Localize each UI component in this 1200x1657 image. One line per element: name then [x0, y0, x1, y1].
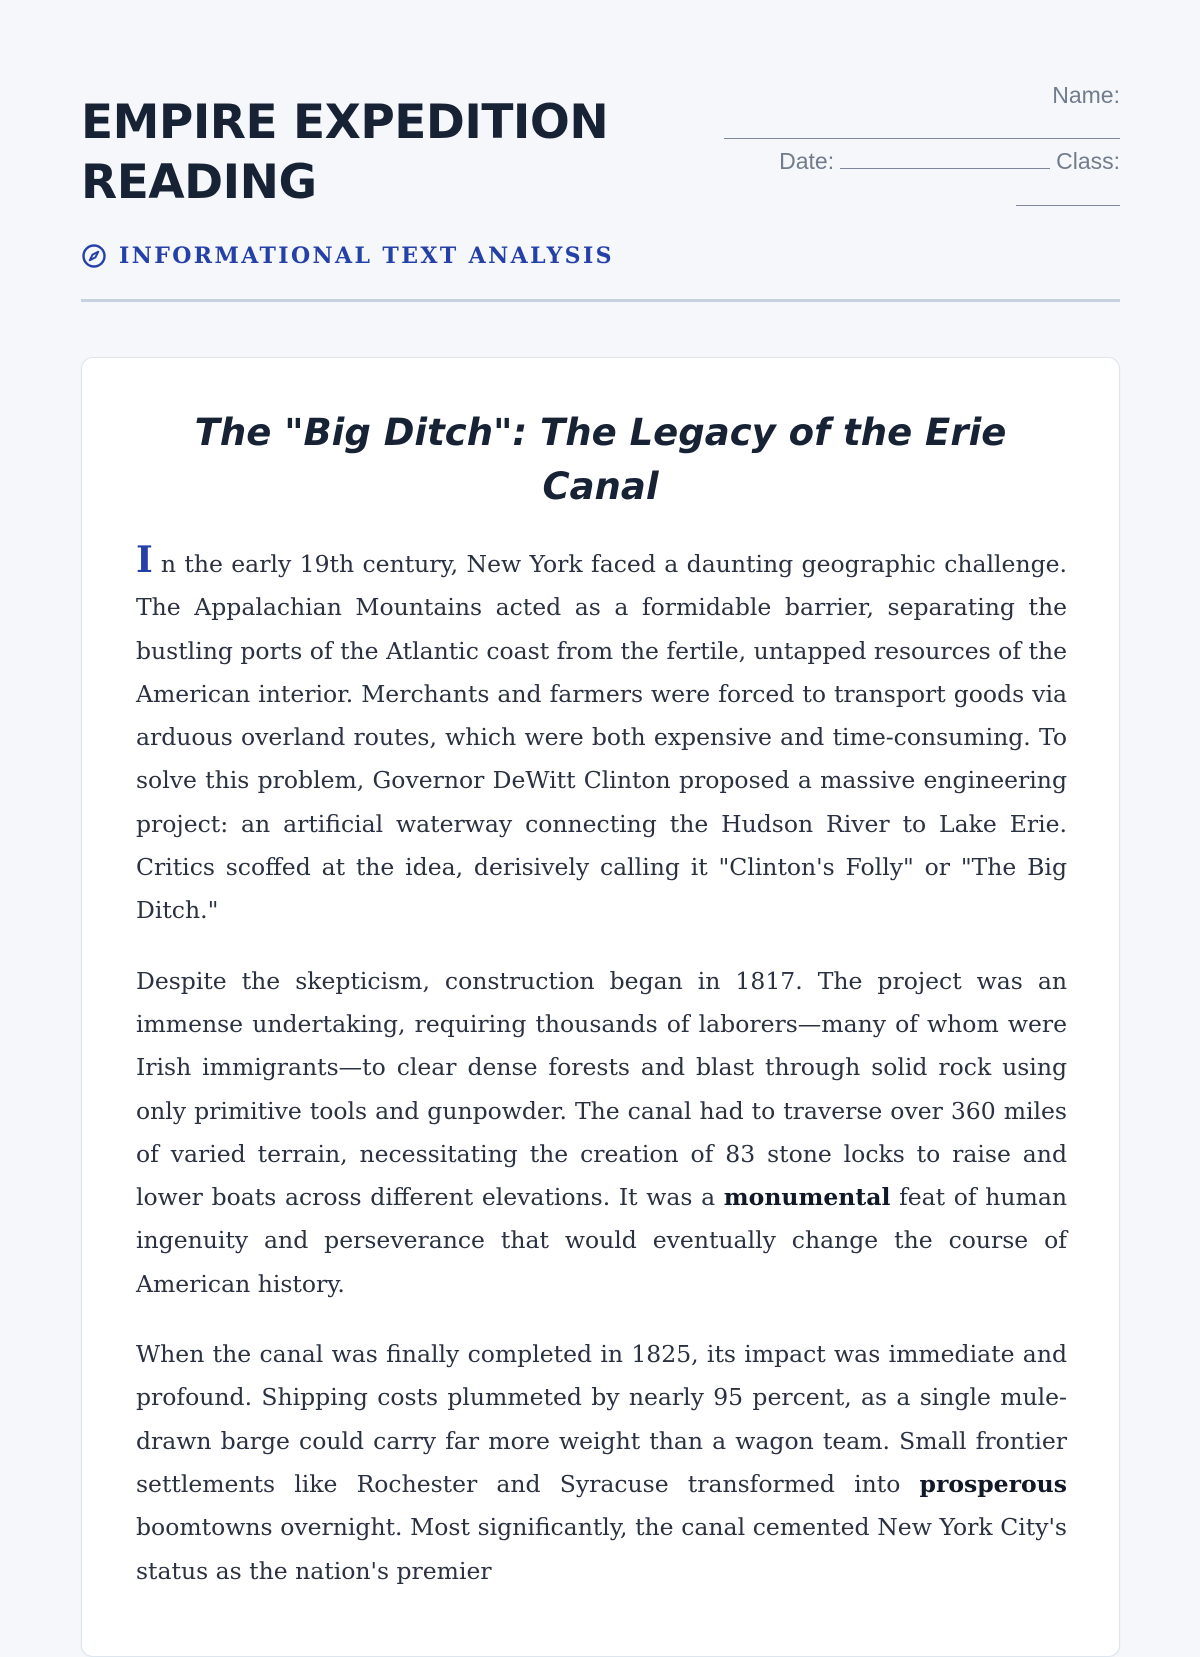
- article-title: The "Big Ditch": The Legacy of the Erie Canal: [194, 411, 1007, 508]
- vocab-word-prosperous: prosperous: [919, 1469, 1067, 1498]
- article-body: [136, 539, 1067, 1620]
- worksheet-title: EMPIRE EXPEDITION READING: [81, 95, 609, 210]
- article-paragraph-3: [136, 1333, 1067, 1593]
- paragraph-3-text-a: When the canal was finally completed in 1825, its impact was immediate and profound. Shipping costs plummeted by nearly 95 percent, as a single mule-drawn barge could carry far more weight than a wagon team. Small frontier settlements like Rochester and Syracuse transformed into: [136, 1340, 1067, 1498]
- article-paragraph-2: [136, 960, 1067, 1306]
- paragraph-3-text-b: boomtowns overnight. Most significantly, the canal cemented New York City's status as the nation's premier: [136, 1513, 1067, 1585]
- worksheet-page: [81, 0, 1120, 1585]
- paragraph-2-text-b: feat of human ingenuity and perseverance that would eventually change the course of American history.: [136, 1183, 1067, 1298]
- article-paragraph-1: [136, 539, 1067, 933]
- vocab-word-monumental: monumental: [723, 1183, 891, 1212]
- date-field[interactable]: [840, 148, 1050, 169]
- name-field[interactable]: [724, 138, 1120, 139]
- date-class-row: [779, 148, 1120, 175]
- subtitle-text: INFORMATIONAL TEXT ANALYSIS: [119, 243, 614, 269]
- paragraph-1-text: n the early 19th century, New York faced a daunting geographic challenge. The Appalachian Mountains acted as a formidable barrier, separating the bustling ports of the Atlantic coast from the fertile, untapped resources of the American interior. Merchants and farmers were forced to transport goods via arduous overland routes, which were both expensive and time-consuming. To solve this problem, Governor DeWitt Clinton proposed a massive engineering project: an artificial waterway connecting the Hudson River to Lake Erie. Critics scoffed at the idea, derisively calling it "Clinton's Folly" or "The Big Ditch.": [136, 550, 1067, 925]
- worksheet-header: [81, 0, 1120, 302]
- class-label: Class:: [1056, 148, 1120, 174]
- name-label: Name:: [1052, 82, 1120, 108]
- worksheet-subtitle: [81, 243, 614, 269]
- paragraph-2-text-a: Despite the skepticism, construction began in 1817. The project was an immense undertaking, requiring thousands of laborers—many of whom were Irish immigrants—to clear dense forests and blast through solid rock using only primitive tools and gunpowder. The canal had to traverse over 360 miles of varied terrain, necessitating the creation of 83 stone locks to raise and lower boats across different elevations. It was a: [136, 966, 1067, 1212]
- compass-icon: [81, 243, 107, 269]
- class-field[interactable]: [1016, 205, 1120, 206]
- date-label: Date:: [779, 148, 835, 174]
- article-card: [81, 357, 1120, 1657]
- drop-cap: I: [136, 539, 153, 581]
